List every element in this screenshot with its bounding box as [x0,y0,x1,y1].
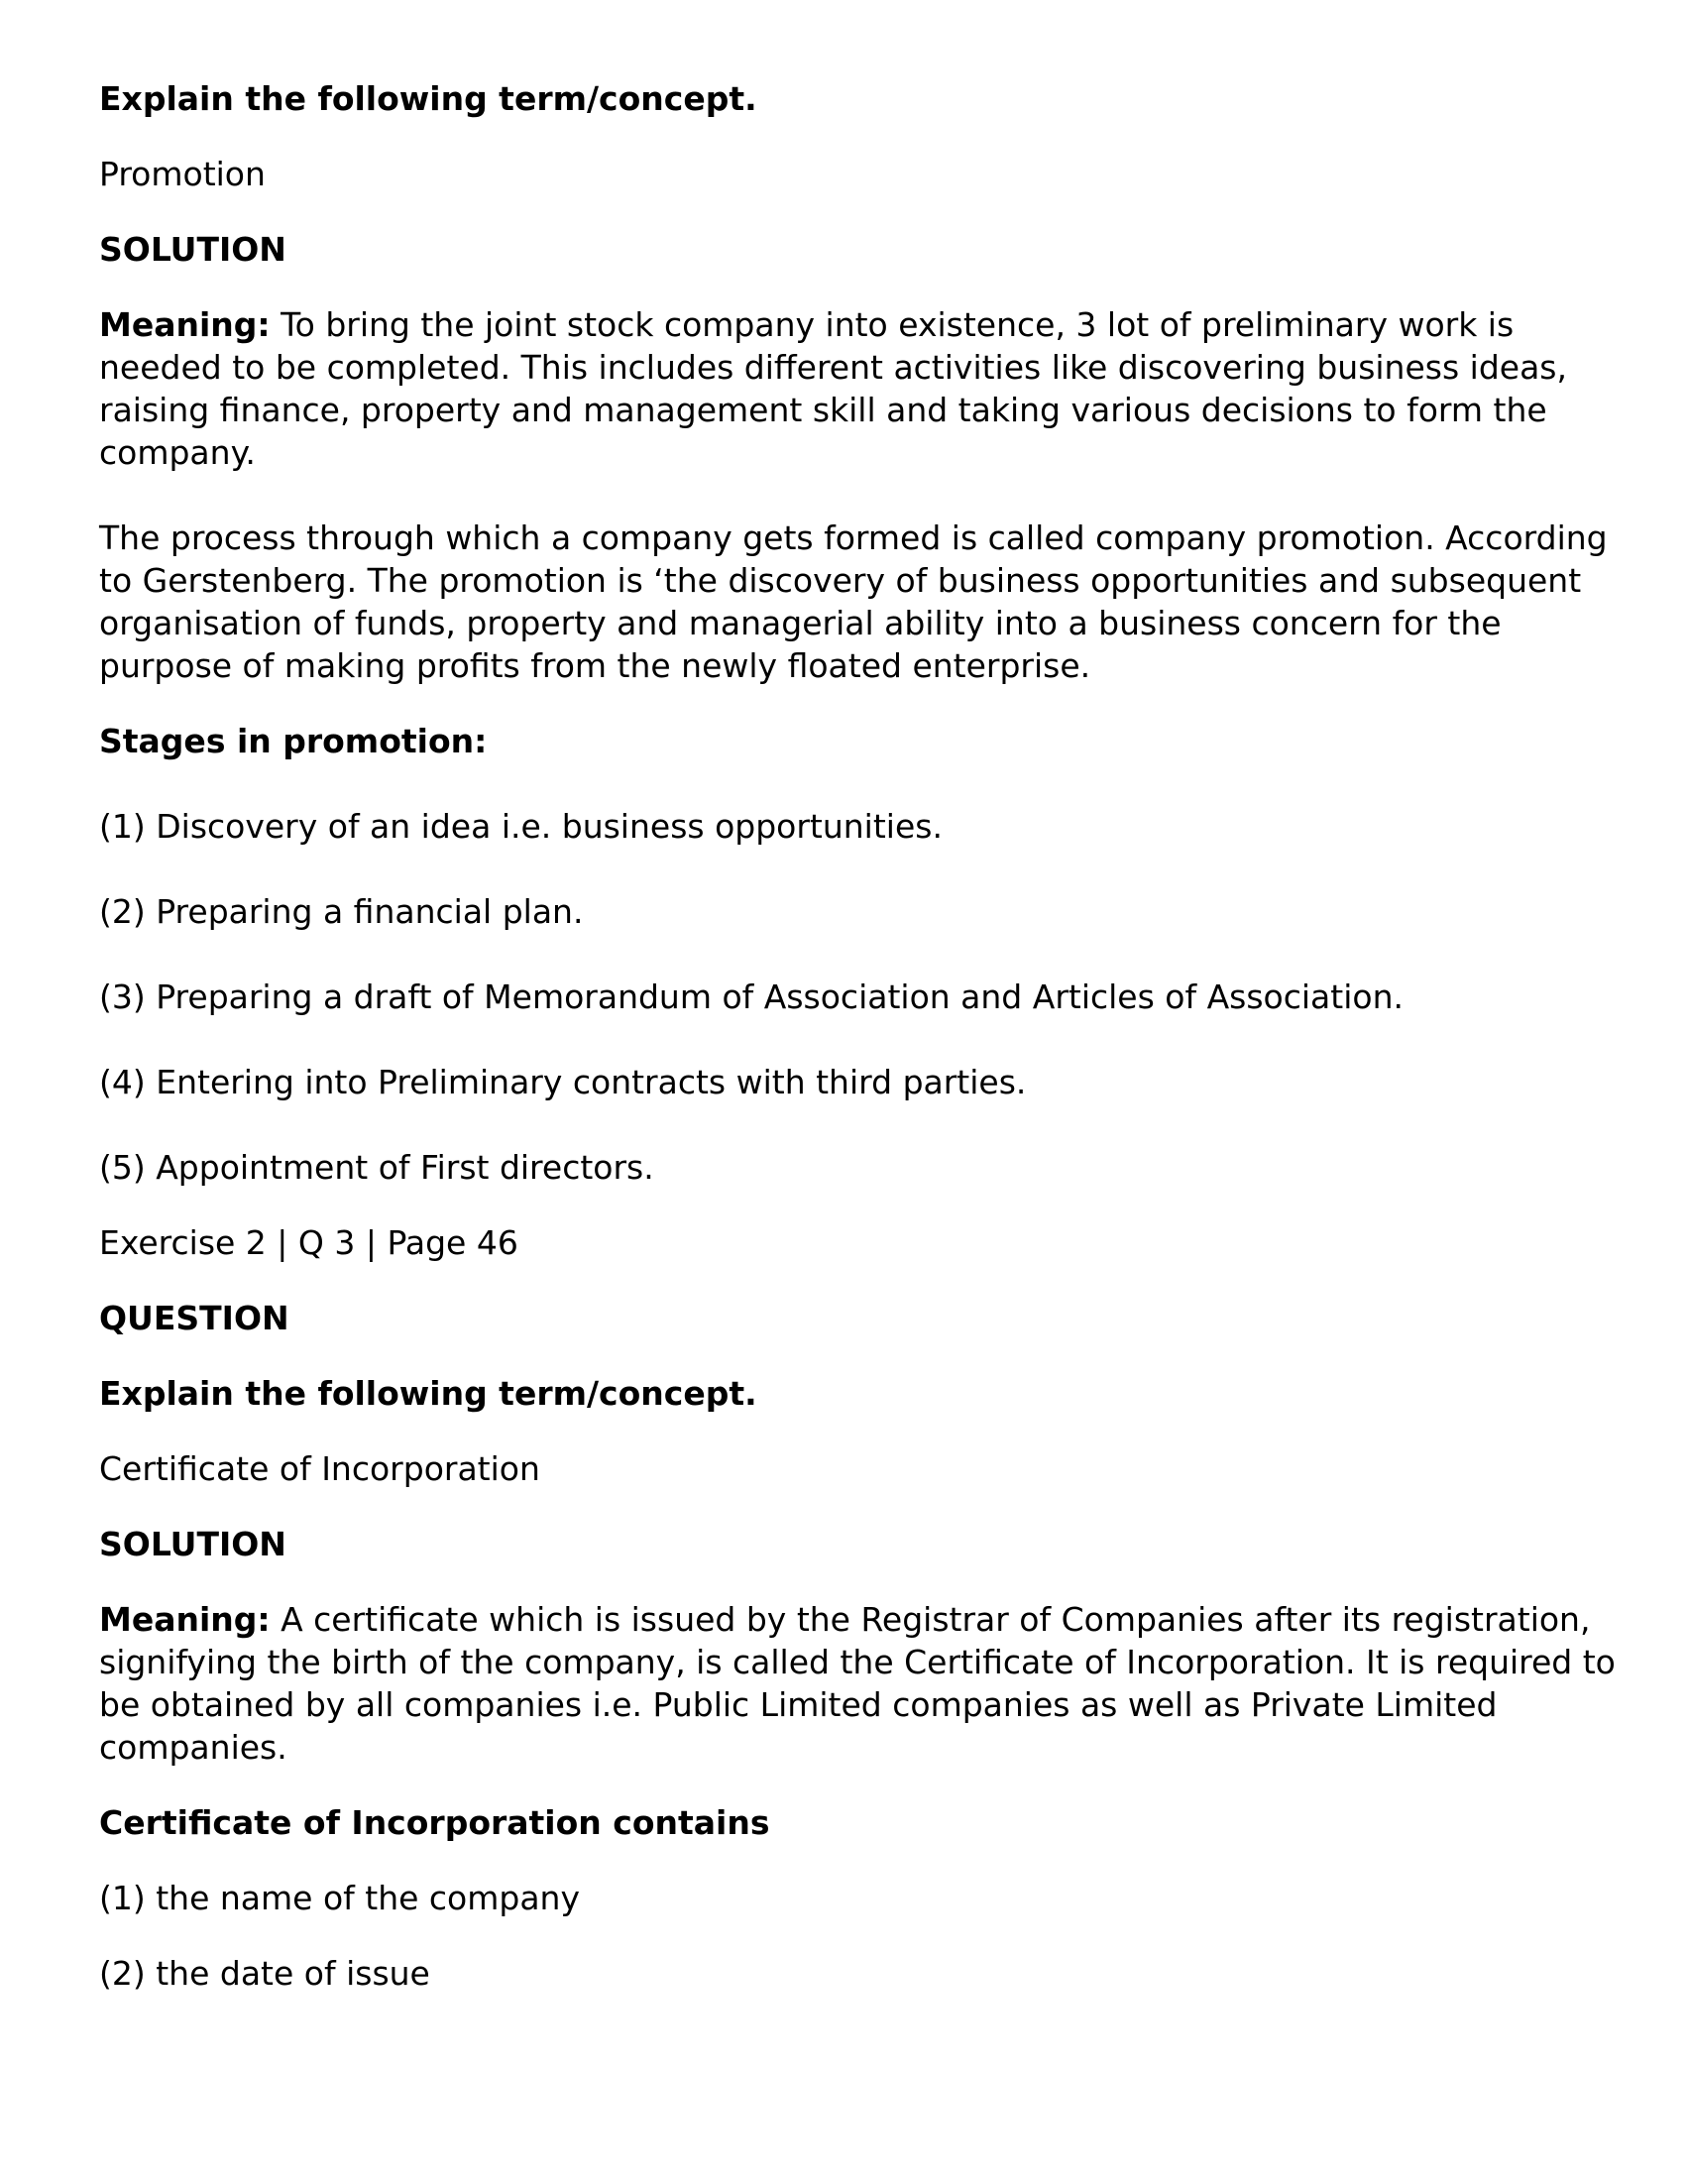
list-item: (3) Preparing a draft of Memorandum of Association and Articles of Association. [99,977,1404,1016]
list-item: (2) Preparing a financial plan. [99,892,584,931]
q2-question-label: QUESTION [99,1299,289,1337]
list-item: (1) Discovery of an idea i.e. business opportunities. [99,807,943,846]
q2-solution-label: SOLUTION [99,1525,286,1563]
document-page [99,77,1626,2027]
q2-contains-heading: Certificate of Incorporation contains [99,1803,770,1842]
q1-heading: Explain the following term/concept. [99,79,757,118]
q1-term: Promotion [99,155,266,193]
q2-term: Certificate of Incorporation [99,1449,540,1488]
q2-meaning-paragraph [99,1598,1626,1769]
q1-stages-list [99,805,1626,1189]
q1-solution-label: SOLUTION [99,230,286,269]
q2-heading: Explain the following term/concept. [99,1374,757,1413]
q2-contains-list [99,1877,1626,1995]
list-item: (5) Appointment of First directors. [99,1148,654,1187]
list-item: (1) the name of the company [99,1879,580,1917]
q1-meaning-text: To bring the joint stock company into existence, 3 lot of preliminary work is needed to be completed. This includes different activities like discovering business ideas, raising finance, property and management skill and taking various decisions to form the company. [99,305,1567,472]
q1-process-paragraph: The process through which a company gets formed is called company promotion. According to Gerstenberg. The promotion is ‘the discovery of business opportunities and subsequent organisation of funds, property and managerial ability into a business concern for the purpose of making profits from the newly floated enterprise. [99,518,1608,685]
q2-meaning-text: A certificate which is issued by the Registrar of Companies after its registration, signifying the birth of the company, is called the Certificate of Incorporation. It is required to be obtained by all companies i.e. Public Limited companies as well as Private Limited companies. [99,1600,1616,1767]
q2-meaning-label: Meaning: [99,1600,271,1639]
q1-stages-heading: Stages in promotion: [99,722,488,760]
q1-meaning-paragraph [99,303,1626,474]
q1-meaning-label: Meaning: [99,305,271,344]
list-item: (4) Entering into Preliminary contracts with third parties. [99,1063,1027,1101]
q2-reference: Exercise 2 | Q 3 | Page 46 [99,1223,518,1262]
list-item: (2) the date of issue [99,1954,430,1993]
